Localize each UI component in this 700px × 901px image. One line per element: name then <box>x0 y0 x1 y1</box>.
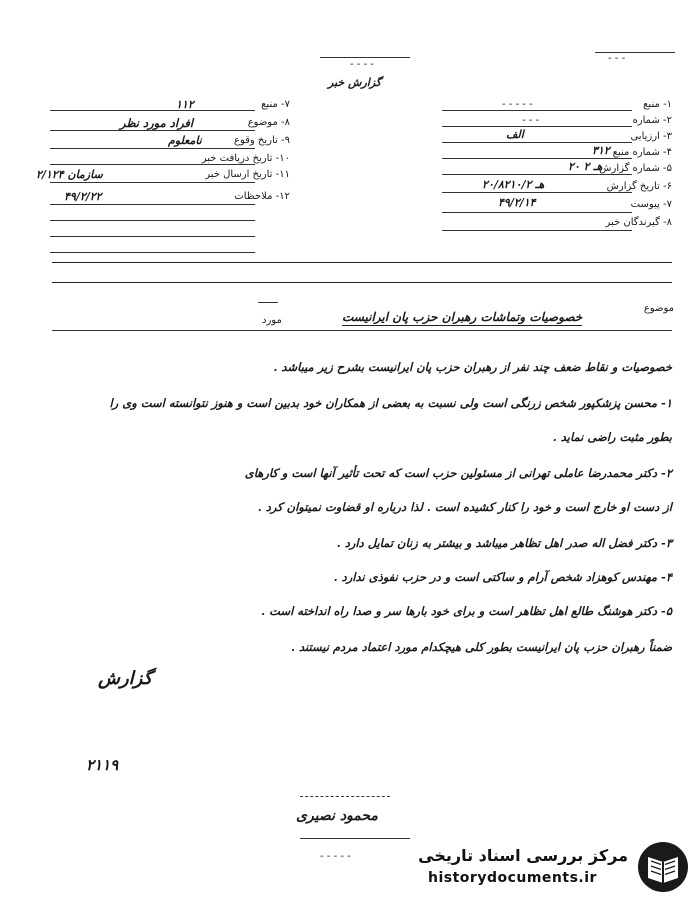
left-field-6-line <box>50 204 255 205</box>
left-field-5-value: سازمان ۲/۱۲۴ <box>36 168 103 181</box>
right-field-3-line <box>442 142 632 143</box>
body-item-2: ۲- دکتر محمدرضا عاملی تهرانی از مسئولین حزب است که تحت تأثیر آنها است و کارهای <box>244 466 672 480</box>
doc-number: ۲۱۱۹ <box>86 756 119 774</box>
right-field-8-line <box>442 230 632 231</box>
body-intro: خصوصیات و نقاط ضعف چند نفر از رهبران حزب پان ایرانیست بشرح زیر میباشد . <box>273 360 672 374</box>
right-field-4-line <box>442 158 632 159</box>
left-field-3-line <box>50 148 255 149</box>
signature-text: محمود نصیری <box>296 808 378 824</box>
left-field-7-line <box>50 220 255 221</box>
left-field-2-label: ۸- موضوع <box>247 117 290 128</box>
right-field-6-value: ۲۰/۸۲۱۰/هـ ۲ <box>482 178 545 191</box>
divider-1 <box>52 262 672 263</box>
book-logo-icon <box>636 840 690 894</box>
top-right-mark: - - - <box>608 53 626 64</box>
right-field-8-label: ۸- گیرندگان خبر <box>605 217 672 228</box>
divider-2 <box>52 282 672 283</box>
right-field-7-line <box>442 212 632 213</box>
subject-text: خصوصیات وتماشات رهبران حزب پان ایرانیست <box>342 310 583 324</box>
left-field-5-line <box>50 182 255 183</box>
right-field-7-value: ۴۹/۲/۱۴ <box>498 196 536 209</box>
right-field-5-value: ۲۰ هـ ۲ <box>568 160 603 173</box>
watermark-url: historydocuments.ir <box>428 870 597 886</box>
body-initials: گزارش <box>98 668 153 689</box>
watermark-title: مرکز بررسی اسناد تاریخی <box>418 846 628 865</box>
right-field-5-label: ۵- شماره گزارش <box>599 163 672 174</box>
right-field-2-value: - - - <box>522 115 540 126</box>
left-field-4-label: ۱۰- تاریخ دریافت خبر <box>201 153 290 164</box>
left-field-1-line <box>50 110 255 111</box>
watermark <box>416 838 696 896</box>
left-field-6-label: ۱۲- ملاحظات <box>234 191 290 202</box>
left-field-6-value: ۴۹/۲/۲۲ <box>64 190 102 203</box>
subject-side-label: مورد <box>262 315 282 326</box>
signature-dash <box>300 796 390 797</box>
right-field-4-label: ۴- شماره منبع <box>612 147 672 158</box>
left-field-2-value: افراد مورد نظر <box>120 116 194 130</box>
left-field-3-label: ۹- تاریخ وقوع <box>234 135 290 146</box>
signature-footer-label: - - - - - <box>320 851 351 862</box>
left-field-4-line <box>50 164 255 165</box>
report-title: گزارش خبر <box>328 76 382 89</box>
right-field-1-line <box>442 110 632 111</box>
left-field-8-line <box>50 236 255 237</box>
body-closing: ضمناً رهبران حزب پان ایرانیست بطور کلی هیچکدام مورد اعتماد مردم نیستند . <box>291 640 672 654</box>
body-item-5: ۵- دکتر هوشنگ طالع اهل تظاهر است و برای خود بارها سر و صدا راه انداخته است . <box>261 604 672 618</box>
right-field-5-line <box>442 174 632 175</box>
top-center-line <box>320 57 410 58</box>
right-field-1-label: ۱- منبع <box>643 99 672 110</box>
right-field-3-value: الف <box>506 128 524 141</box>
top-right-line <box>595 52 675 53</box>
right-field-1-value: - - - - - <box>502 99 533 110</box>
right-field-4-value: ۳۱۲ <box>592 144 610 157</box>
left-field-1-value: ۱۱۲ <box>176 98 194 111</box>
right-field-3-label: ۳- ارزیابی <box>630 131 672 142</box>
subject-label: موضوع <box>643 303 674 314</box>
left-field-5-label: ۱۱- تاریخ ارسال خبر <box>205 169 290 180</box>
right-field-6-label: ۶- تاریخ گزارش <box>606 181 672 192</box>
signature-line <box>300 838 410 839</box>
right-field-7-label: ۷- پیوست <box>630 199 672 210</box>
body-item-1-cont: بطور مثبت راضی نماید . <box>552 430 672 444</box>
body-item-2-cont: از دست او خارج است و خود را کنار کشیده است . لذا درباره او قضاوت نمیتوان کرد . <box>257 500 672 514</box>
left-field-2-line <box>50 130 255 131</box>
left-field-9-line <box>50 252 255 253</box>
left-field-3-value: نامعلوم <box>168 134 202 147</box>
right-field-2-label: ۲- شماره <box>632 115 672 126</box>
top-center-mark: - - - - <box>350 59 374 70</box>
right-field-6-line <box>442 192 632 193</box>
body-item-1: ۱- محسن پزشکپور شخص زرنگی است ولی نسبت به بعضی از همکاران خود بدبین است و هنوز نتوانسته است وی را <box>109 396 672 410</box>
left-field-1-label: ۷- منبع <box>261 99 290 110</box>
right-field-2-line <box>442 126 632 127</box>
divider-3 <box>52 330 672 331</box>
body-item-3: ۳- دکتر فضل اله صدر اهل تظاهر میباشد و بیشتر به زنان تمایل دارد . <box>336 536 672 550</box>
body-item-4: ۴- مهندس کوهزاد شخص آرام و ساکتی است و در حزب نفوذی ندارد . <box>333 570 672 584</box>
subject-side-mark <box>258 302 278 303</box>
